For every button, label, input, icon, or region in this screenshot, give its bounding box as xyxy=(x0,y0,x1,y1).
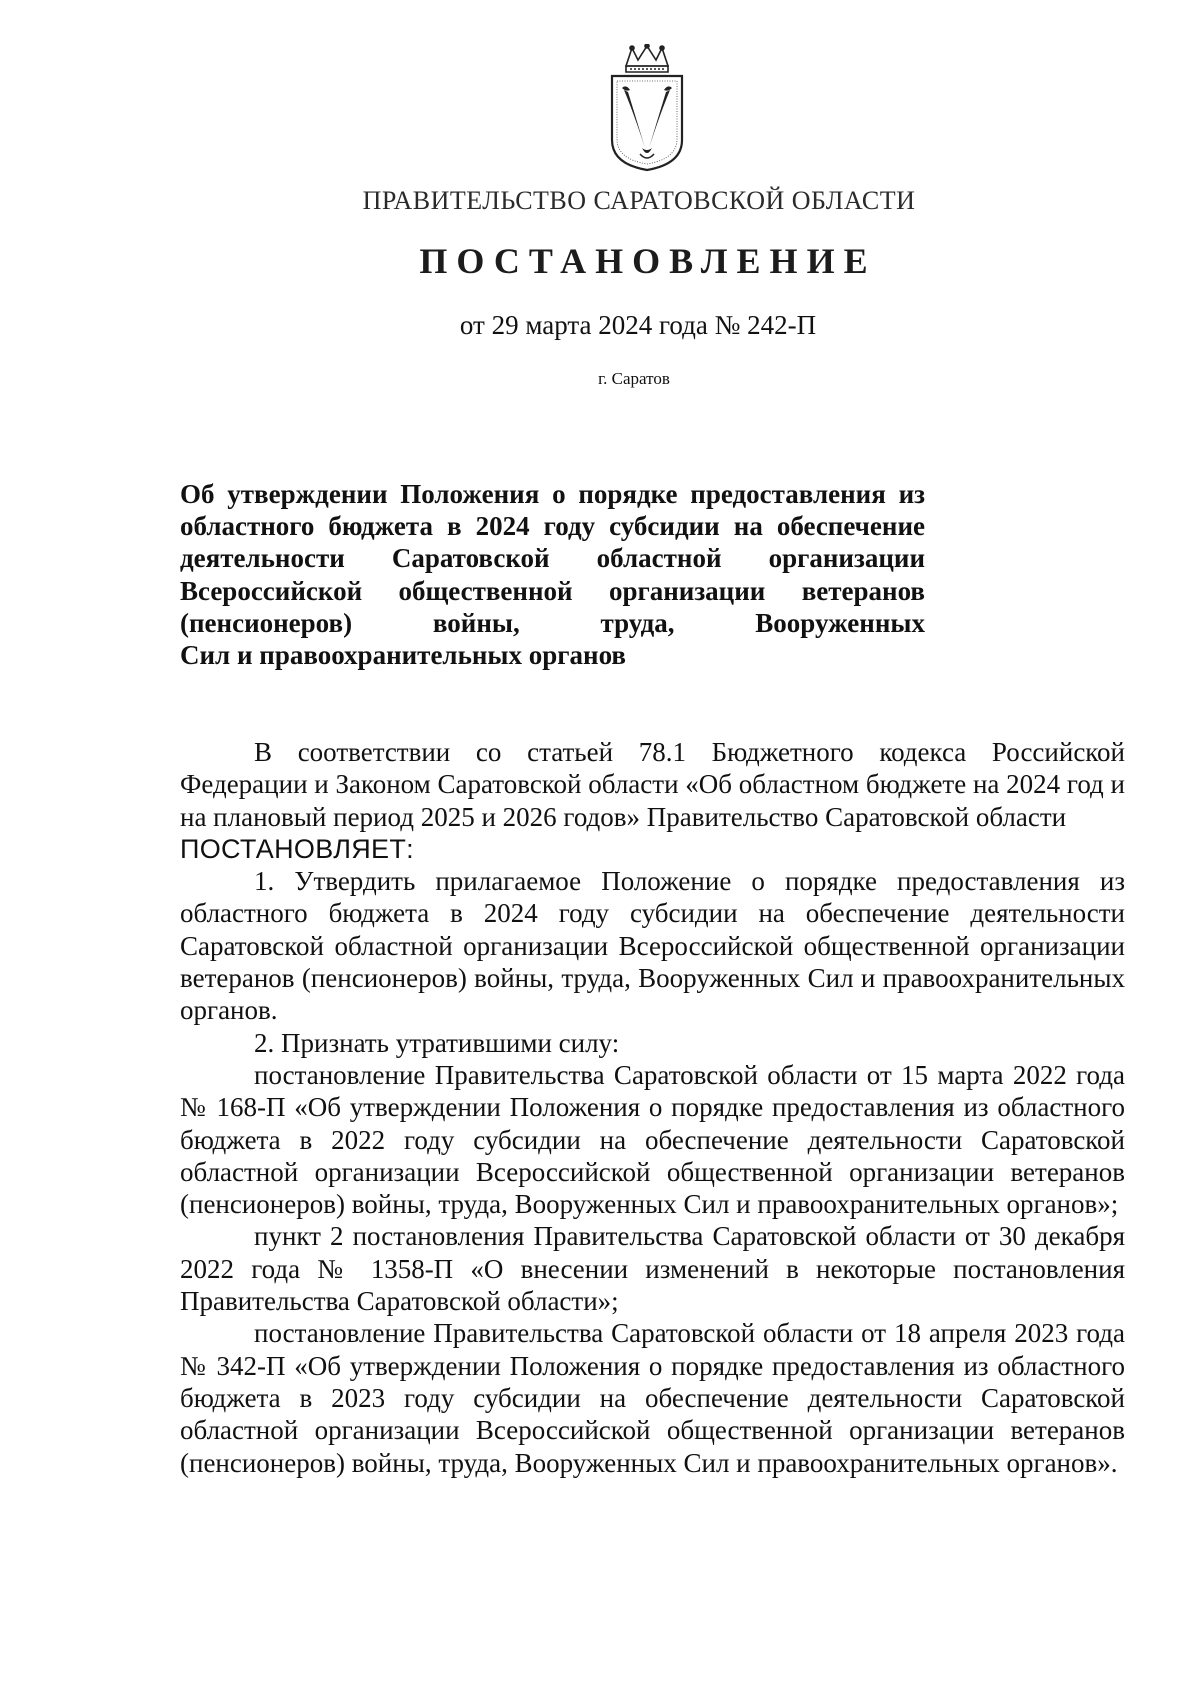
document-subject xyxy=(180,478,925,671)
document-date-number: от 29 марта 2024 года № 242-П xyxy=(459,310,817,340)
coat-of-arms-icon xyxy=(606,44,688,172)
item-2-paragraph: 2. Признать утратившими силу: xyxy=(254,1027,620,1058)
item-2c-paragraph: постановление Правительства Саратовской области от 18 апреля 2023 года № 342-П «Об утверждении Положения о порядке предоставления из областного бюджета в 2023 году субсидии на обеспечение деятельности Саратовской областной организации Всероссийской общественной организации ветеранов (пенсионеров) войны, труда, Вооруженных Сил и правоохранительных органов». xyxy=(180,1318,1125,1478)
item-2a-paragraph: постановление Правительства Саратовской области от 15 марта 2022 года № 168-П «Об утверждении Положения о порядке предоставления из областного бюджета в 2022 году субсидии на обеспечение деятельности Саратовской областной организации Всероссийской общественной организации ветеранов (пенсионеров) войны, труда, Вооруженных Сил и правоохранительных органов»; xyxy=(180,1059,1125,1220)
item-1-paragraph: 1. Утвердить прилагаемое Положение о порядке предоставления из областного бюджета в 2024 году субсидии на обеспечение деятельности Саратовской областной организации Всероссийской общественной организации ветеранов (пенсионеров) войны, труда, Вооруженных Сил и правоохранительных органов. xyxy=(180,866,1125,1026)
decree-word: ПОСТАНОВЛЯЕТ: xyxy=(180,833,414,864)
document-type-title: ПОСТАНОВЛЕНИЕ xyxy=(419,241,877,281)
government-name: ПРАВИТЕЛЬСТВО САРАТОВСКОЙ ОБЛАСТИ xyxy=(362,186,916,215)
document-city: г. Саратов xyxy=(598,369,670,388)
item-2b-paragraph: пункт 2 постановления Правительства Саратовской области от 30 декабря 2022 года № 1358-П «О внесении изменений в некоторые постановления Правительства Саратовской области»; xyxy=(180,1221,1125,1317)
document-subject-text: Об утверждении Положения о порядке предоставления из областного бюджета в 2024 году субсидии на обеспечение деятельности Саратовской областной организации Всероссийской общественной организации ветеранов (пенсионеров) войны, труда, Вооруженных xyxy=(180,479,925,638)
document-body xyxy=(180,736,1125,1479)
document-subject-last-line: Сил и правоохранительных органов xyxy=(180,640,626,671)
preamble-paragraph: В соответствии со статьей 78.1 Бюджетного кодекса Российской Федерации и Законом Саратовской области «Об областном бюджете на 2024 год и на плановый период 2025 и 2026 годов» Правительство Саратовской области xyxy=(180,737,1125,832)
decree-word-paragraph xyxy=(180,833,1125,865)
